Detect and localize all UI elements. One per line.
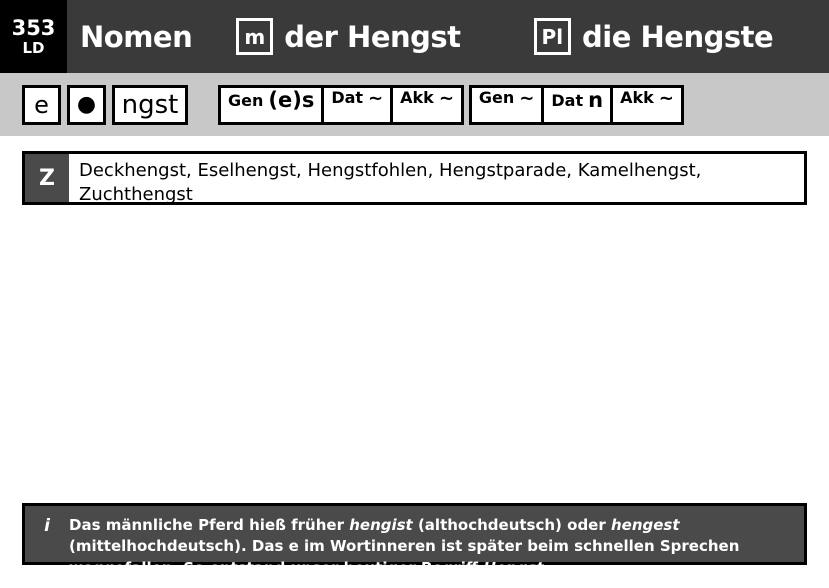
case-label-akk-singular: Akk (400, 87, 434, 107)
info-line2-b: . (543, 558, 550, 577)
case-label-dat-singular: Dat (331, 87, 364, 107)
card-header (0, 0, 829, 73)
case-value-dat-plural: n (588, 87, 604, 112)
plural-badge: Pl (534, 18, 572, 55)
card-number: 353 (11, 15, 56, 40)
case-value-dat-singular: ∼ (368, 87, 384, 109)
page-title: Nomen (80, 19, 193, 54)
info-line1-a: Das männliche Pferd hieß früher (69, 516, 350, 534)
case-value-gen-singular: (e)s (268, 87, 315, 112)
compounds-list: Deckhengst, Eselhengst, Hengstfohlen, Hengstparade, Kamelhengst, Zuchthengst (79, 160, 702, 206)
card-number-badge (0, 0, 67, 73)
case-cell-dat-plural (541, 85, 613, 125)
info-line1-c: (mittelhochdeutsch). Das e im (69, 537, 325, 556)
forms-strip (0, 73, 829, 136)
plural-article: die Hengste (582, 19, 774, 54)
case-value-akk-plural: ∼ (658, 87, 674, 109)
compounds-tag: Z (25, 154, 69, 202)
case-label-akk-plural: Akk (620, 87, 654, 107)
info-line1-italic1: hengist (349, 516, 413, 534)
info-line1-b: (althochdeutsch) oder (412, 516, 611, 534)
singular-case-group (218, 85, 464, 125)
header-content (67, 0, 829, 73)
form-chip-stem: ngst (112, 85, 188, 125)
case-cell-akk-plural (610, 85, 684, 125)
form-chip-dot: ● (67, 85, 106, 125)
plural-case-group (469, 85, 684, 125)
case-value-akk-singular: ∼ (438, 87, 454, 109)
case-label-dat-plural: Dat (551, 90, 584, 110)
info-line1-italic2: hengest (610, 516, 680, 534)
info-text (69, 506, 804, 579)
case-label-gen-singular: Gen (228, 90, 264, 110)
case-cell-gen-plural (469, 85, 544, 125)
case-cell-gen-singular (218, 85, 324, 125)
case-value-gen-plural: ∼ (519, 87, 535, 109)
case-label-gen-plural: Gen (478, 87, 515, 107)
info-box (22, 503, 807, 577)
compounds-box (22, 151, 807, 205)
gender-badge: m (236, 18, 273, 55)
info-line2-italic1: Hengst (483, 558, 544, 577)
form-chip-e: e (22, 85, 61, 125)
card-level: LD (22, 38, 45, 57)
case-cell-akk-singular (390, 85, 464, 125)
info-icon: i (44, 516, 50, 536)
singular-article: der Hengst (284, 19, 461, 54)
info-line2-a: Wortinneren ist später beim schnellen Sprechen weggefallen. So entstand unser heutiger Begriff (69, 537, 740, 577)
case-cell-dat-singular (321, 85, 393, 125)
